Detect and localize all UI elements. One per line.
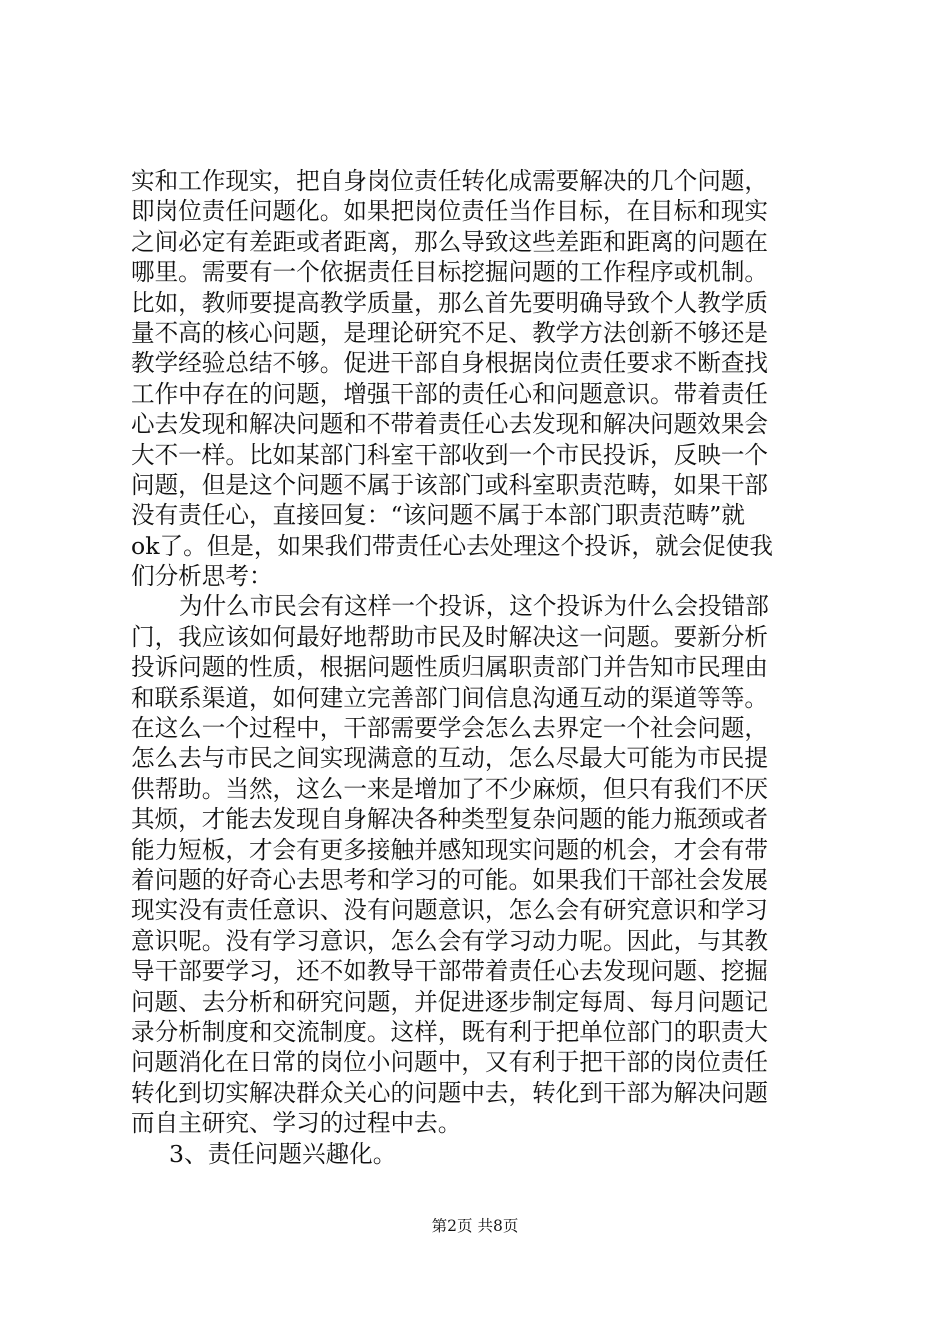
paragraph-first-line: 为什么市民会有这样一个投诉，这个投诉为什么会投错部 <box>179 592 769 621</box>
text-line: 问题、去分析和研究问题，并促进逐步制定每周、每月问题记 <box>131 987 769 1016</box>
page-number-footer: 第2页 共8页 <box>431 1217 519 1235</box>
body-text <box>131 166 831 1169</box>
text-line: 问题，但是这个问题不属于该部门或科室职责范畴，如果干部 <box>131 470 769 499</box>
text-line: 意识呢。没有学习意识，怎么会有学习动力呢。因此，与其教 <box>131 926 769 955</box>
text-line: 导干部要学习，还不如教导干部带着责任心去发现问题、挖掘 <box>131 957 769 986</box>
text-line: 即岗位责任问题化。如果把岗位责任当作目标，在目标和现实 <box>131 197 769 226</box>
text-line: 投诉问题的性质，根据问题性质归属职责部门并告知市民理由 <box>131 653 769 682</box>
text-line: 们分析思考： <box>131 562 273 591</box>
text-line: 问题消化在日常的岗位小问题中，又有利于把干部的岗位责任 <box>131 1048 769 1077</box>
text-line: 转化到切实解决群众关心的问题中去，转化到干部为解决问题 <box>131 1078 769 1107</box>
text-line: 工作中存在的问题，增强干部的责任心和问题意识。带着责任 <box>131 379 769 408</box>
text-line: ok了。但是，如果我们带责任心去处理这个投诉，就会促使我 <box>131 531 773 560</box>
text-line: 量不高的核心问题，是理论研究不足、教学方法创新不够还是 <box>131 318 769 347</box>
text-line: 心去发现和解决问题和不带着责任心去发现和解决问题效果会 <box>131 410 769 439</box>
text-line: 大不一样。比如某部门科室干部收到一个市民投诉，反映一个 <box>131 440 769 469</box>
text-line: 其烦，才能去发现自身解决各种类型复杂问题的能力瓶颈或者 <box>131 805 769 834</box>
text-line: 和联系渠道，如何建立完善部门间信息沟通互动的渠道等等。 <box>131 683 769 712</box>
section-heading: 3、责任问题兴趣化。 <box>169 1139 397 1168</box>
text-line: 没有责任心，直接回复：“该问题不属于本部门职责范畴”就 <box>131 501 745 530</box>
text-line: 在这么一个过程中，干部需要学会怎么去界定一个社会问题， <box>131 714 769 743</box>
text-line: 供帮助。当然，这么一来是增加了不少麻烦，但只有我们不厌 <box>131 774 769 803</box>
text-line: 而自主研究、学习的过程中去。 <box>131 1109 462 1138</box>
text-line: 能力短板，才会有更多接触并感知现实问题的机会，才会有带 <box>131 835 769 864</box>
text-line: 门，我应该如何最好地帮助市民及时解决这一问题。要新分析 <box>131 622 769 651</box>
text-line: 教学经验总结不够。促进干部自身根据岗位责任要求不断查找 <box>131 349 769 378</box>
text-line: 比如，教师要提高教学质量，那么首先要明确导致个人教学质 <box>131 288 769 317</box>
text-line: 录分析制度和交流制度。这样，既有利于把单位部门的职责大 <box>131 1017 769 1046</box>
text-line: 着问题的好奇心去思考和学习的可能。如果我们干部社会发展 <box>131 865 769 894</box>
text-line: 现实没有责任意识、没有问题意识，怎么会有研究意识和学习 <box>131 896 769 925</box>
text-line: 之间必定有差距或者距离，那么导致这些差距和距离的问题在 <box>131 227 769 256</box>
text-line: 怎么去与市民之间实现满意的互动，怎么尽最大可能为市民提 <box>131 744 769 773</box>
text-line: 实和工作现实，把自身岗位责任转化成需要解决的几个问题， <box>131 167 769 195</box>
text-line: 哪里。需要有一个依据责任目标挖掘问题的工作程序或机制。 <box>131 258 769 287</box>
